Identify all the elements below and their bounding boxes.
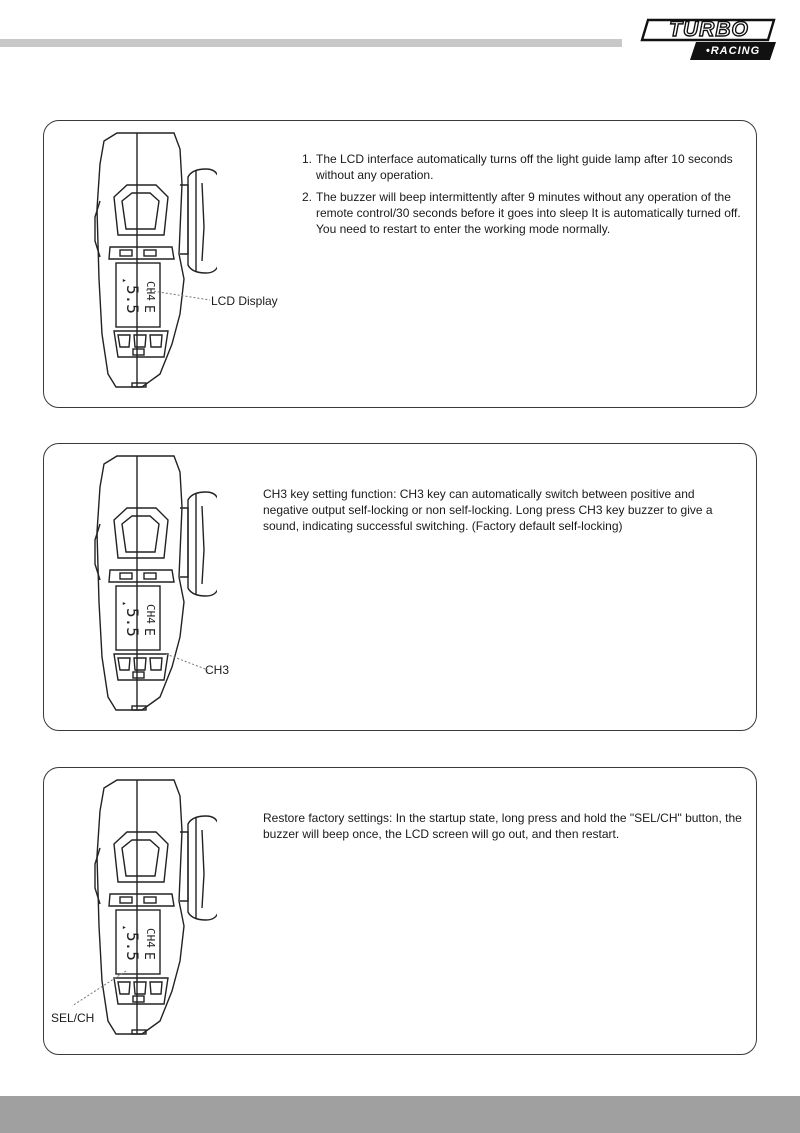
note-text-1: The LCD interface automatically turns off the light guide lamp after 10 seconds without any operation. (316, 152, 733, 182)
lcd-readout (121, 926, 157, 961)
lcd-channel: CH4 (144, 281, 157, 301)
lcd-notes (302, 151, 742, 237)
lcd-arrow: ▲ (121, 602, 127, 606)
lcd-unit: E (141, 952, 156, 960)
lcd-arrow: ▲ (121, 279, 127, 283)
panel-ch3 (43, 443, 757, 731)
note-text-2: The buzzer will beep intermittently after 9 minutes without any operation of the remote control/30 seconds before it goes into sleep It is automatically turned off. You need to restart to enter the working mode normally. (316, 190, 741, 236)
note-item (302, 151, 742, 183)
lcd-arrow: ▲ (121, 926, 127, 930)
lcd-value: 5.5 (123, 608, 142, 637)
logo-turbo (642, 18, 776, 42)
lcd-value: 5.5 (123, 285, 142, 314)
header-bar (0, 39, 622, 47)
logo-dot: • (705, 45, 711, 57)
note-number: 2. (302, 190, 313, 204)
callout-lcd-display: LCD Display (211, 294, 278, 308)
logo-turbo-text: TURBO (669, 18, 749, 41)
leader-line-lcd (144, 286, 214, 306)
lcd-channel: CH4 (144, 928, 157, 948)
sel-ch-description: Restore factory settings: In the startup state, long press and hold the "SEL/CH" button, the buzzer will beep once, the LCD screen will go out, and then restart. (263, 811, 742, 841)
lcd-unit: E (141, 628, 156, 636)
panel-lcd-display (43, 120, 757, 408)
callout-sel-ch: SEL/CH (51, 1011, 95, 1025)
note-item (302, 189, 742, 237)
note-number: 1. (302, 152, 313, 166)
leader-line-sel-ch (64, 968, 130, 1010)
ch3-description: CH3 key setting function: CH3 key can automatically switch between positive and negative output self-locking or non self-locking. Long press CH3 key buzzer to give a sound, indicating successful switching. (Factory default self-locking) (263, 487, 713, 533)
footer-bar (0, 1096, 800, 1133)
logo-racing-label: RACING (710, 45, 761, 57)
logo-racing (690, 42, 776, 60)
logo-racing-text (690, 42, 776, 60)
callout-ch3: CH3 (205, 663, 230, 677)
lcd-value: 5.5 (123, 932, 142, 961)
remote-illustration (92, 129, 217, 389)
lcd-unit: E (141, 305, 156, 313)
lcd-readout (121, 602, 157, 637)
brand-logo (640, 18, 778, 62)
remote-drawing (92, 129, 217, 389)
panel-sel-ch (43, 767, 757, 1055)
lcd-channel: CH4 (144, 604, 157, 624)
